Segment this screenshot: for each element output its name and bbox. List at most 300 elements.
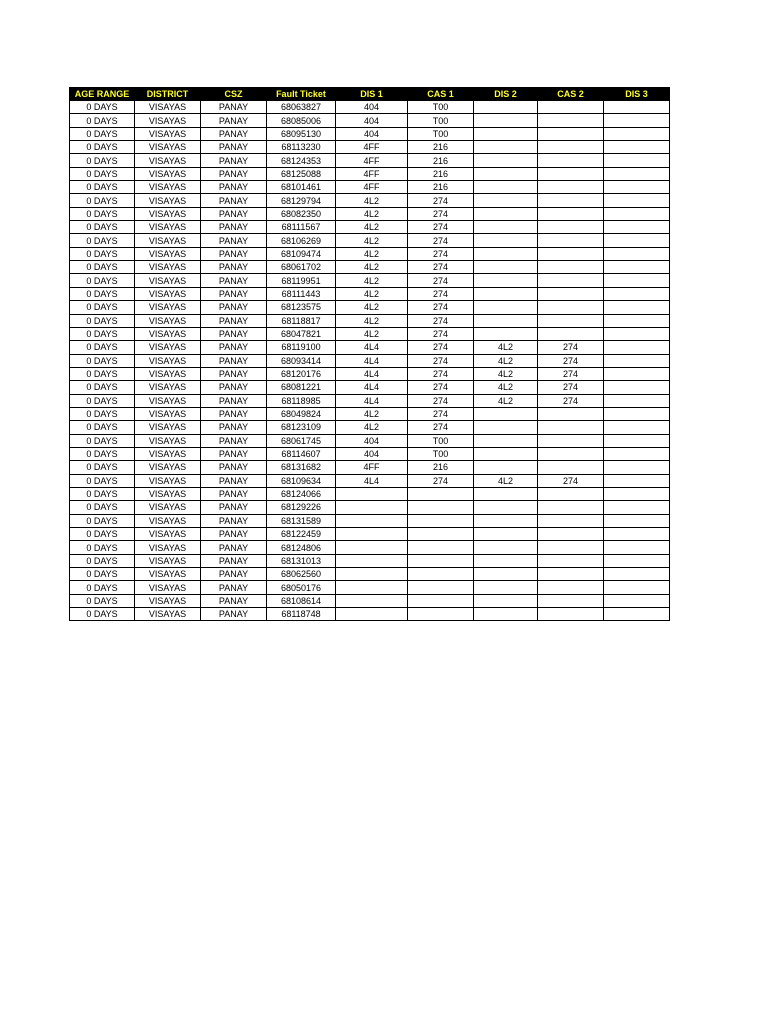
cell-csz[interactable]: PANAY [201,434,267,447]
cell-dis-2[interactable] [474,541,538,554]
cell-district[interactable]: VISAYAS [135,354,201,367]
cell-dis-2[interactable] [474,501,538,514]
cell-dis-3[interactable] [604,594,670,607]
cell-fault-ticket[interactable]: 68129226 [267,501,336,514]
cell-district[interactable]: VISAYAS [135,261,201,274]
cell-age-range[interactable]: 0 DAYS [70,447,135,460]
cell-age-range[interactable]: 0 DAYS [70,221,135,234]
cell-district[interactable]: VISAYAS [135,394,201,407]
cell-fault-ticket[interactable]: 68119100 [267,341,336,354]
cell-district[interactable]: VISAYAS [135,608,201,621]
cell-age-range[interactable]: 0 DAYS [70,421,135,434]
cell-age-range[interactable]: 0 DAYS [70,608,135,621]
cell-age-range[interactable]: 0 DAYS [70,314,135,327]
cell-fault-ticket[interactable]: 68050176 [267,581,336,594]
cell-dis-2[interactable] [474,407,538,420]
cell-cas-2[interactable] [538,528,604,541]
cell-cas-2[interactable] [538,207,604,220]
header-dis-3[interactable]: DIS 3 [604,88,670,101]
cell-cas-2[interactable] [538,247,604,260]
cell-dis-1[interactable]: 4L2 [336,421,408,434]
cell-csz[interactable]: PANAY [201,274,267,287]
cell-dis-2[interactable] [474,247,538,260]
cell-dis-2[interactable] [474,287,538,300]
cell-cas-1[interactable] [408,501,474,514]
cell-age-range[interactable]: 0 DAYS [70,261,135,274]
cell-age-range[interactable]: 0 DAYS [70,514,135,527]
cell-age-range[interactable]: 0 DAYS [70,301,135,314]
cell-district[interactable]: VISAYAS [135,101,201,114]
cell-csz[interactable]: PANAY [201,207,267,220]
cell-district[interactable]: VISAYAS [135,181,201,194]
cell-dis-2[interactable] [474,114,538,127]
cell-age-range[interactable]: 0 DAYS [70,594,135,607]
cell-dis-2[interactable]: 4L2 [474,341,538,354]
cell-age-range[interactable]: 0 DAYS [70,207,135,220]
cell-cas-1[interactable]: 274 [408,327,474,340]
cell-age-range[interactable]: 0 DAYS [70,581,135,594]
cell-cas-1[interactable]: 274 [408,274,474,287]
cell-fault-ticket[interactable]: 68129794 [267,194,336,207]
cell-dis-2[interactable] [474,207,538,220]
cell-dis-2[interactable] [474,528,538,541]
cell-cas-1[interactable]: T00 [408,114,474,127]
cell-cas-1[interactable] [408,608,474,621]
cell-dis-1[interactable]: 404 [336,127,408,140]
cell-dis-1[interactable] [336,501,408,514]
cell-cas-1[interactable]: 274 [408,407,474,420]
cell-dis-1[interactable] [336,608,408,621]
cell-dis-3[interactable] [604,261,670,274]
cell-dis-1[interactable]: 404 [336,434,408,447]
cell-dis-2[interactable] [474,261,538,274]
cell-district[interactable]: VISAYAS [135,461,201,474]
cell-age-range[interactable]: 0 DAYS [70,568,135,581]
cell-csz[interactable]: PANAY [201,101,267,114]
cell-dis-2[interactable] [474,167,538,180]
cell-fault-ticket[interactable]: 68047821 [267,327,336,340]
cell-dis-3[interactable] [604,114,670,127]
cell-age-range[interactable]: 0 DAYS [70,434,135,447]
cell-dis-1[interactable]: 4L4 [336,394,408,407]
cell-fault-ticket[interactable]: 68119951 [267,274,336,287]
cell-dis-3[interactable] [604,608,670,621]
cell-dis-2[interactable] [474,154,538,167]
cell-dis-2[interactable] [474,594,538,607]
cell-cas-1[interactable]: 274 [408,367,474,380]
cell-dis-3[interactable] [604,127,670,140]
header-dis-2[interactable]: DIS 2 [474,88,538,101]
cell-cas-1[interactable]: 216 [408,461,474,474]
cell-dis-3[interactable] [604,514,670,527]
cell-csz[interactable]: PANAY [201,541,267,554]
cell-dis-3[interactable] [604,181,670,194]
cell-fault-ticket[interactable]: 68111567 [267,221,336,234]
cell-dis-1[interactable]: 4L2 [336,301,408,314]
cell-district[interactable]: VISAYAS [135,314,201,327]
cell-district[interactable]: VISAYAS [135,554,201,567]
cell-age-range[interactable]: 0 DAYS [70,167,135,180]
cell-fault-ticket[interactable]: 68085006 [267,114,336,127]
cell-cas-2[interactable] [538,581,604,594]
cell-dis-3[interactable] [604,394,670,407]
cell-cas-1[interactable] [408,581,474,594]
cell-district[interactable]: VISAYAS [135,154,201,167]
cell-district[interactable]: VISAYAS [135,114,201,127]
cell-dis-1[interactable]: 4L2 [336,314,408,327]
cell-dis-1[interactable]: 4FF [336,167,408,180]
cell-fault-ticket[interactable]: 68109474 [267,247,336,260]
cell-cas-1[interactable]: T00 [408,447,474,460]
cell-cas-2[interactable]: 274 [538,367,604,380]
cell-district[interactable]: VISAYAS [135,194,201,207]
cell-dis-1[interactable]: 4L4 [336,341,408,354]
cell-dis-3[interactable] [604,367,670,380]
cell-district[interactable]: VISAYAS [135,287,201,300]
cell-csz[interactable]: PANAY [201,301,267,314]
cell-cas-1[interactable] [408,554,474,567]
header-cas-2[interactable]: CAS 2 [538,88,604,101]
cell-fault-ticket[interactable]: 68111443 [267,287,336,300]
cell-cas-2[interactable] [538,501,604,514]
cell-fault-ticket[interactable]: 68131682 [267,461,336,474]
cell-dis-3[interactable] [604,101,670,114]
cell-dis-3[interactable] [604,167,670,180]
cell-csz[interactable]: PANAY [201,608,267,621]
cell-dis-3[interactable] [604,154,670,167]
cell-cas-1[interactable]: 216 [408,141,474,154]
cell-dis-3[interactable] [604,354,670,367]
cell-age-range[interactable]: 0 DAYS [70,554,135,567]
cell-csz[interactable]: PANAY [201,314,267,327]
header-age-range[interactable]: AGE RANGE [70,88,135,101]
cell-fault-ticket[interactable]: 68061745 [267,434,336,447]
cell-cas-2[interactable] [538,541,604,554]
cell-fault-ticket[interactable]: 68063827 [267,101,336,114]
cell-csz[interactable]: PANAY [201,447,267,460]
cell-dis-1[interactable]: 4FF [336,141,408,154]
cell-district[interactable]: VISAYAS [135,327,201,340]
cell-fault-ticket[interactable]: 68082350 [267,207,336,220]
cell-district[interactable]: VISAYAS [135,594,201,607]
cell-age-range[interactable]: 0 DAYS [70,141,135,154]
cell-csz[interactable]: PANAY [201,167,267,180]
cell-fault-ticket[interactable]: 68131589 [267,514,336,527]
cell-cas-1[interactable]: 274 [408,234,474,247]
cell-dis-2[interactable] [474,221,538,234]
cell-dis-2[interactable] [474,554,538,567]
cell-cas-2[interactable] [538,194,604,207]
cell-district[interactable]: VISAYAS [135,301,201,314]
cell-cas-2[interactable] [538,181,604,194]
cell-fault-ticket[interactable]: 68125088 [267,167,336,180]
cell-csz[interactable]: PANAY [201,407,267,420]
cell-fault-ticket[interactable]: 68131013 [267,554,336,567]
cell-district[interactable]: VISAYAS [135,127,201,140]
header-dis-1[interactable]: DIS 1 [336,88,408,101]
cell-cas-2[interactable] [538,314,604,327]
cell-dis-1[interactable]: 4L4 [336,354,408,367]
cell-age-range[interactable]: 0 DAYS [70,461,135,474]
cell-dis-3[interactable] [604,341,670,354]
cell-dis-3[interactable] [604,301,670,314]
cell-csz[interactable]: PANAY [201,381,267,394]
cell-fault-ticket[interactable]: 68124353 [267,154,336,167]
cell-dis-2[interactable] [474,301,538,314]
cell-dis-2[interactable] [474,434,538,447]
cell-cas-2[interactable] [538,487,604,500]
cell-dis-2[interactable]: 4L2 [474,354,538,367]
cell-dis-3[interactable] [604,247,670,260]
cell-cas-1[interactable]: 274 [408,301,474,314]
cell-cas-2[interactable] [538,234,604,247]
cell-cas-1[interactable]: 274 [408,474,474,487]
cell-district[interactable]: VISAYAS [135,581,201,594]
cell-cas-1[interactable]: 274 [408,394,474,407]
cell-dis-1[interactable]: 4L4 [336,367,408,380]
cell-dis-1[interactable]: 4L2 [336,247,408,260]
cell-cas-1[interactable]: 274 [408,287,474,300]
cell-dis-2[interactable]: 4L2 [474,474,538,487]
cell-cas-2[interactable] [538,221,604,234]
cell-csz[interactable]: PANAY [201,141,267,154]
cell-csz[interactable]: PANAY [201,287,267,300]
cell-dis-3[interactable] [604,461,670,474]
cell-dis-2[interactable] [474,421,538,434]
cell-dis-3[interactable] [604,381,670,394]
cell-csz[interactable]: PANAY [201,421,267,434]
cell-dis-1[interactable]: 4L4 [336,474,408,487]
cell-fault-ticket[interactable]: 68114607 [267,447,336,460]
cell-district[interactable]: VISAYAS [135,274,201,287]
cell-cas-2[interactable]: 274 [538,354,604,367]
cell-csz[interactable]: PANAY [201,568,267,581]
cell-age-range[interactable]: 0 DAYS [70,487,135,500]
cell-cas-2[interactable] [538,141,604,154]
cell-cas-2[interactable] [538,167,604,180]
cell-cas-1[interactable]: 274 [408,247,474,260]
cell-age-range[interactable]: 0 DAYS [70,381,135,394]
cell-csz[interactable]: PANAY [201,354,267,367]
cell-age-range[interactable]: 0 DAYS [70,274,135,287]
cell-dis-3[interactable] [604,221,670,234]
cell-age-range[interactable]: 0 DAYS [70,341,135,354]
cell-cas-1[interactable]: 274 [408,261,474,274]
cell-dis-2[interactable] [474,194,538,207]
cell-csz[interactable]: PANAY [201,394,267,407]
cell-cas-2[interactable] [538,114,604,127]
cell-cas-1[interactable] [408,594,474,607]
cell-dis-1[interactable]: 404 [336,114,408,127]
cell-fault-ticket[interactable]: 68124066 [267,487,336,500]
cell-dis-3[interactable] [604,568,670,581]
cell-district[interactable]: VISAYAS [135,381,201,394]
cell-cas-2[interactable] [538,447,604,460]
cell-dis-3[interactable] [604,541,670,554]
cell-cas-2[interactable] [538,301,604,314]
header-cas-1[interactable]: CAS 1 [408,88,474,101]
cell-age-range[interactable]: 0 DAYS [70,528,135,541]
cell-cas-2[interactable] [538,327,604,340]
cell-district[interactable]: VISAYAS [135,514,201,527]
cell-dis-3[interactable] [604,407,670,420]
cell-dis-1[interactable] [336,514,408,527]
cell-district[interactable]: VISAYAS [135,207,201,220]
cell-dis-2[interactable] [474,514,538,527]
cell-age-range[interactable]: 0 DAYS [70,367,135,380]
cell-dis-2[interactable] [474,234,538,247]
cell-cas-2[interactable] [538,421,604,434]
cell-district[interactable]: VISAYAS [135,167,201,180]
cell-cas-2[interactable]: 274 [538,474,604,487]
cell-fault-ticket[interactable]: 68108614 [267,594,336,607]
cell-dis-1[interactable]: 4L2 [336,207,408,220]
cell-age-range[interactable]: 0 DAYS [70,407,135,420]
cell-fault-ticket[interactable]: 68101461 [267,181,336,194]
cell-dis-3[interactable] [604,554,670,567]
cell-age-range[interactable]: 0 DAYS [70,287,135,300]
cell-cas-1[interactable]: 216 [408,154,474,167]
cell-cas-2[interactable] [538,594,604,607]
cell-cas-2[interactable] [538,274,604,287]
cell-csz[interactable]: PANAY [201,194,267,207]
cell-csz[interactable]: PANAY [201,247,267,260]
cell-district[interactable]: VISAYAS [135,341,201,354]
cell-dis-1[interactable] [336,541,408,554]
cell-district[interactable]: VISAYAS [135,247,201,260]
cell-dis-3[interactable] [604,528,670,541]
cell-cas-2[interactable] [538,127,604,140]
cell-cas-2[interactable] [538,568,604,581]
cell-fault-ticket[interactable]: 68123109 [267,421,336,434]
cell-district[interactable]: VISAYAS [135,234,201,247]
cell-csz[interactable]: PANAY [201,181,267,194]
cell-district[interactable]: VISAYAS [135,434,201,447]
cell-dis-2[interactable] [474,127,538,140]
cell-dis-3[interactable] [604,581,670,594]
cell-cas-2[interactable] [538,101,604,114]
cell-fault-ticket[interactable]: 68120176 [267,367,336,380]
cell-dis-3[interactable] [604,314,670,327]
cell-dis-3[interactable] [604,327,670,340]
cell-dis-3[interactable] [604,434,670,447]
cell-cas-1[interactable]: 274 [408,207,474,220]
cell-district[interactable]: VISAYAS [135,487,201,500]
cell-dis-2[interactable] [474,101,538,114]
cell-age-range[interactable]: 0 DAYS [70,154,135,167]
cell-cas-2[interactable] [538,154,604,167]
cell-cas-1[interactable]: 274 [408,314,474,327]
cell-dis-1[interactable]: 4FF [336,461,408,474]
cell-dis-2[interactable] [474,581,538,594]
cell-dis-2[interactable]: 4L2 [474,381,538,394]
cell-csz[interactable]: PANAY [201,261,267,274]
cell-dis-1[interactable]: 4FF [336,181,408,194]
cell-dis-1[interactable]: 4L2 [336,234,408,247]
cell-district[interactable]: VISAYAS [135,407,201,420]
cell-fault-ticket[interactable]: 68093414 [267,354,336,367]
cell-fault-ticket[interactable]: 68049824 [267,407,336,420]
cell-csz[interactable]: PANAY [201,514,267,527]
cell-cas-1[interactable] [408,541,474,554]
cell-dis-1[interactable] [336,554,408,567]
cell-cas-1[interactable]: 274 [408,194,474,207]
header-district[interactable]: DISTRICT [135,88,201,101]
cell-dis-3[interactable] [604,234,670,247]
cell-fault-ticket[interactable]: 68061702 [267,261,336,274]
cell-dis-3[interactable] [604,274,670,287]
cell-cas-1[interactable]: 274 [408,421,474,434]
cell-fault-ticket[interactable]: 68122459 [267,528,336,541]
cell-cas-1[interactable] [408,568,474,581]
cell-cas-2[interactable] [538,261,604,274]
cell-age-range[interactable]: 0 DAYS [70,234,135,247]
cell-district[interactable]: VISAYAS [135,367,201,380]
cell-age-range[interactable]: 0 DAYS [70,114,135,127]
cell-cas-1[interactable]: 274 [408,221,474,234]
cell-csz[interactable]: PANAY [201,221,267,234]
cell-dis-2[interactable] [474,568,538,581]
cell-csz[interactable]: PANAY [201,154,267,167]
cell-fault-ticket[interactable]: 68109634 [267,474,336,487]
cell-csz[interactable]: PANAY [201,474,267,487]
cell-cas-2[interactable] [538,434,604,447]
cell-dis-2[interactable] [474,314,538,327]
cell-cas-1[interactable]: T00 [408,101,474,114]
cell-age-range[interactable]: 0 DAYS [70,127,135,140]
cell-dis-1[interactable]: 4L2 [336,287,408,300]
cell-fault-ticket[interactable]: 68124806 [267,541,336,554]
cell-dis-1[interactable]: 4L2 [336,194,408,207]
cell-dis-2[interactable] [474,141,538,154]
cell-dis-3[interactable] [604,207,670,220]
cell-cas-2[interactable] [538,461,604,474]
cell-dis-1[interactable]: 4L2 [336,261,408,274]
cell-dis-2[interactable] [474,327,538,340]
cell-csz[interactable]: PANAY [201,581,267,594]
cell-cas-1[interactable] [408,487,474,500]
cell-dis-3[interactable] [604,287,670,300]
cell-dis-1[interactable]: 4L2 [336,407,408,420]
cell-cas-2[interactable]: 274 [538,341,604,354]
cell-cas-1[interactable]: 216 [408,181,474,194]
cell-csz[interactable]: PANAY [201,501,267,514]
cell-dis-1[interactable] [336,487,408,500]
cell-dis-3[interactable] [604,487,670,500]
cell-age-range[interactable]: 0 DAYS [70,194,135,207]
cell-age-range[interactable]: 0 DAYS [70,181,135,194]
cell-district[interactable]: VISAYAS [135,221,201,234]
cell-dis-1[interactable] [336,581,408,594]
cell-csz[interactable]: PANAY [201,127,267,140]
cell-dis-2[interactable]: 4L2 [474,394,538,407]
cell-dis-2[interactable]: 4L2 [474,367,538,380]
cell-dis-1[interactable]: 404 [336,101,408,114]
cell-cas-1[interactable]: T00 [408,127,474,140]
cell-dis-3[interactable] [604,447,670,460]
cell-csz[interactable]: PANAY [201,367,267,380]
cell-fault-ticket[interactable]: 68081221 [267,381,336,394]
cell-district[interactable]: VISAYAS [135,501,201,514]
header-fault-ticket[interactable]: Fault Ticket [267,88,336,101]
cell-district[interactable]: VISAYAS [135,141,201,154]
cell-age-range[interactable]: 0 DAYS [70,247,135,260]
cell-dis-2[interactable] [474,461,538,474]
cell-dis-2[interactable] [474,447,538,460]
cell-age-range[interactable]: 0 DAYS [70,327,135,340]
cell-district[interactable]: VISAYAS [135,447,201,460]
header-csz[interactable]: CSZ [201,88,267,101]
